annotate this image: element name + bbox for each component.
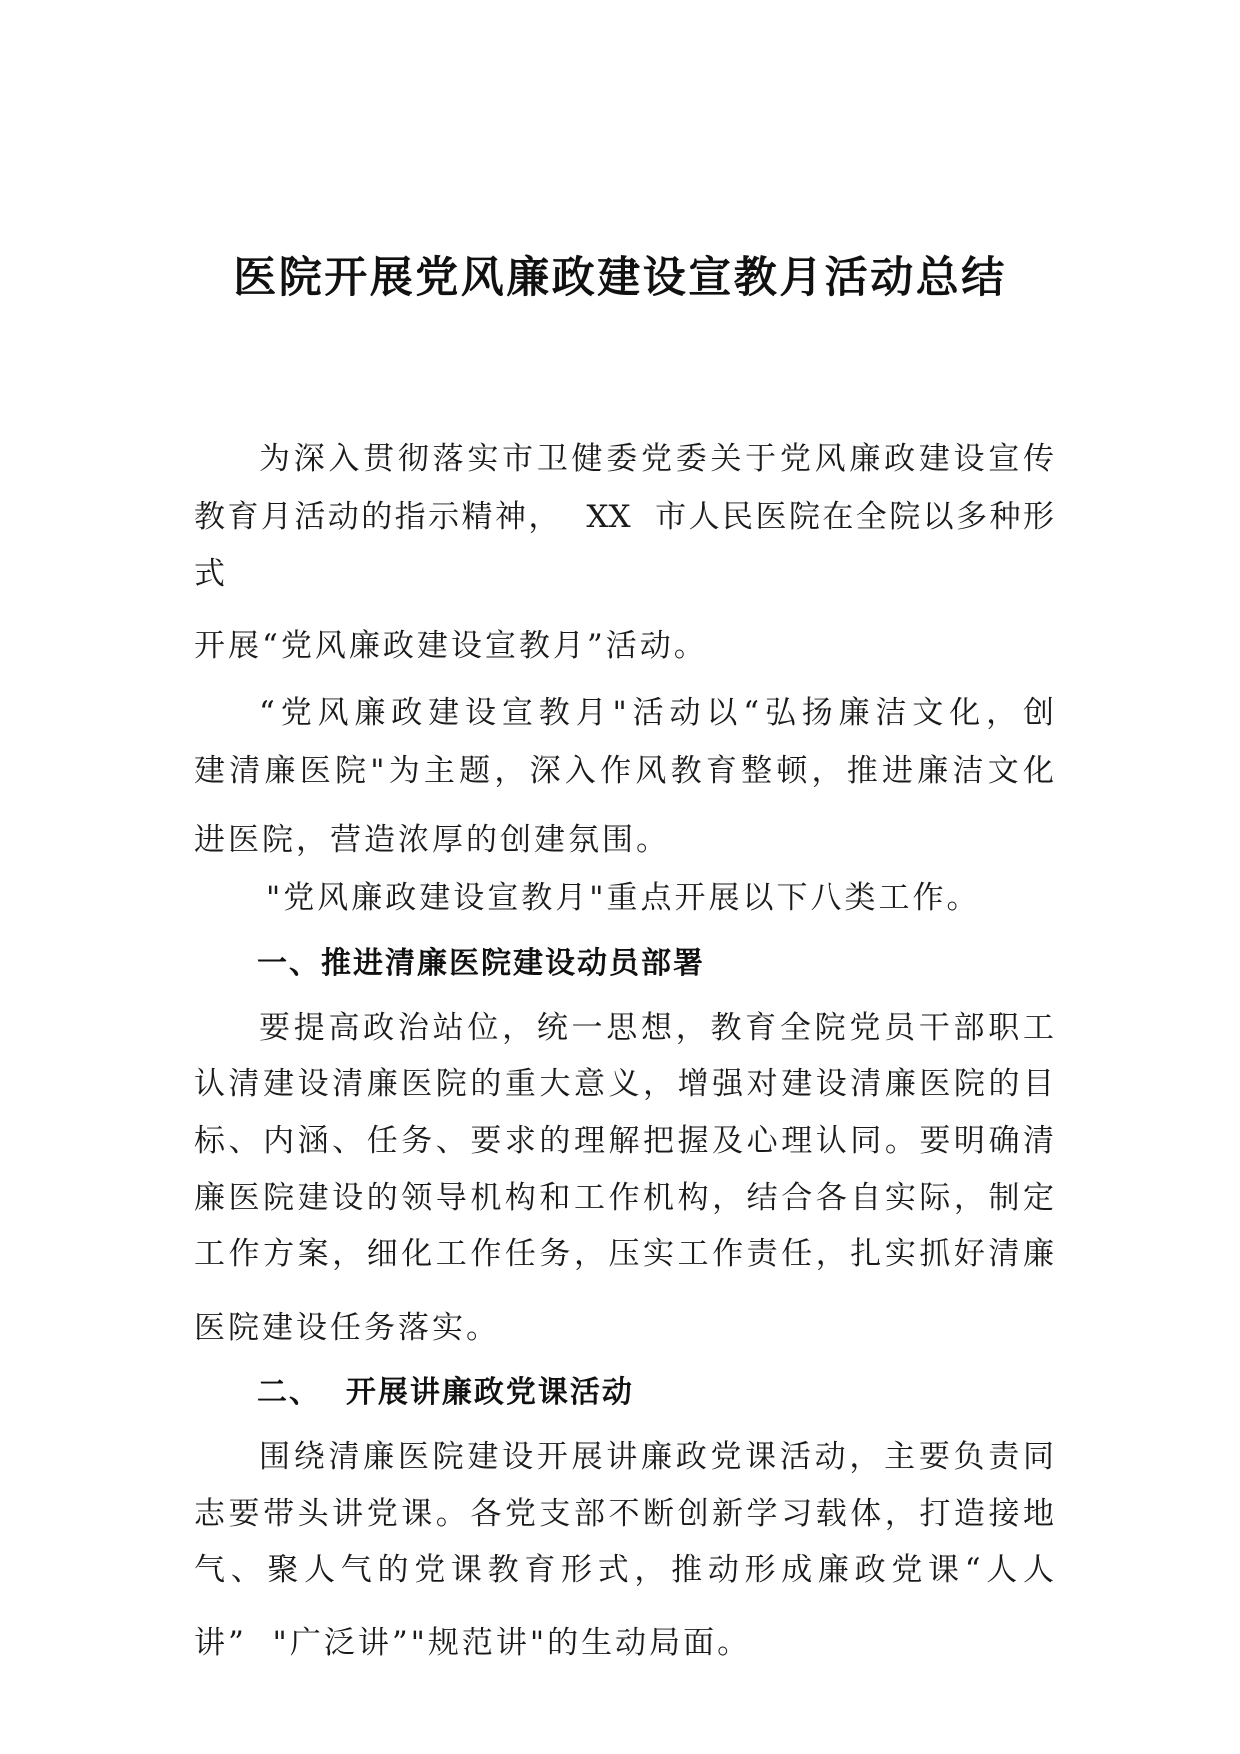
paragraph-line: 认清建设清廉医院的重大意义，增强对建设清廉医院的目	[194, 1066, 1054, 1102]
section-heading: 二、 开展讲廉政党课活动	[257, 1375, 634, 1410]
paragraph-line: 建清廉医院"为主题，深入作风教育整顿，推进廉洁文化	[194, 753, 1054, 789]
paragraph-line: 气、聚人气的党课教育形式，推动形成廉政党课“人人	[194, 1552, 1054, 1588]
section-heading: 一、推进清廉医院建设动员部署	[257, 946, 705, 981]
paragraph-line: "党风廉政建设宣教月"重点开展以下八类工作。	[266, 880, 981, 916]
paragraph-line: 围绕清廉医院建设开展讲廉政党课活动，主要负责同	[259, 1439, 1054, 1475]
paragraph-line: 工作方案，细化工作任务，压实工作责任，扎实抓好清廉	[194, 1236, 1054, 1272]
paragraph-line: 进医院，营造浓厚的创建氛围。	[194, 822, 670, 858]
document-title: 医院开展党风廉政建设宣教月活动总结	[233, 253, 1007, 303]
paragraph-line: “党风廉政建设宣教月"活动以“弘扬廉洁文化，创	[259, 695, 1054, 731]
paragraph-line: 讲” "广泛讲”"规范讲"的生动局面。	[194, 1625, 752, 1661]
paragraph-line: 医院建设任务落实。	[194, 1310, 500, 1346]
paragraph-line: 要提高政治站位，统一思想，教育全院党员干部职工	[259, 1010, 1054, 1046]
paragraph-line: 式	[194, 556, 228, 592]
paragraph-line: 标、内涵、任务、要求的理解把握及心理认同。要明确清	[194, 1123, 1054, 1159]
paragraph-line: 为深入贯彻落实市卫健委党委关于党风廉政建设宣传	[259, 441, 1054, 477]
paragraph-line: 教育月活动的指示精神， XX 市人民医院在全院以多种形	[194, 499, 1054, 535]
paragraph-line: 廉医院建设的领导机构和工作机构，结合各自实际，制定	[194, 1180, 1054, 1216]
paragraph-line: 志要带头讲党课。各党支部不断创新学习载体，打造接地	[194, 1496, 1054, 1532]
paragraph-line: 开展“党风廉政建设宣教月”活动。	[194, 628, 708, 664]
